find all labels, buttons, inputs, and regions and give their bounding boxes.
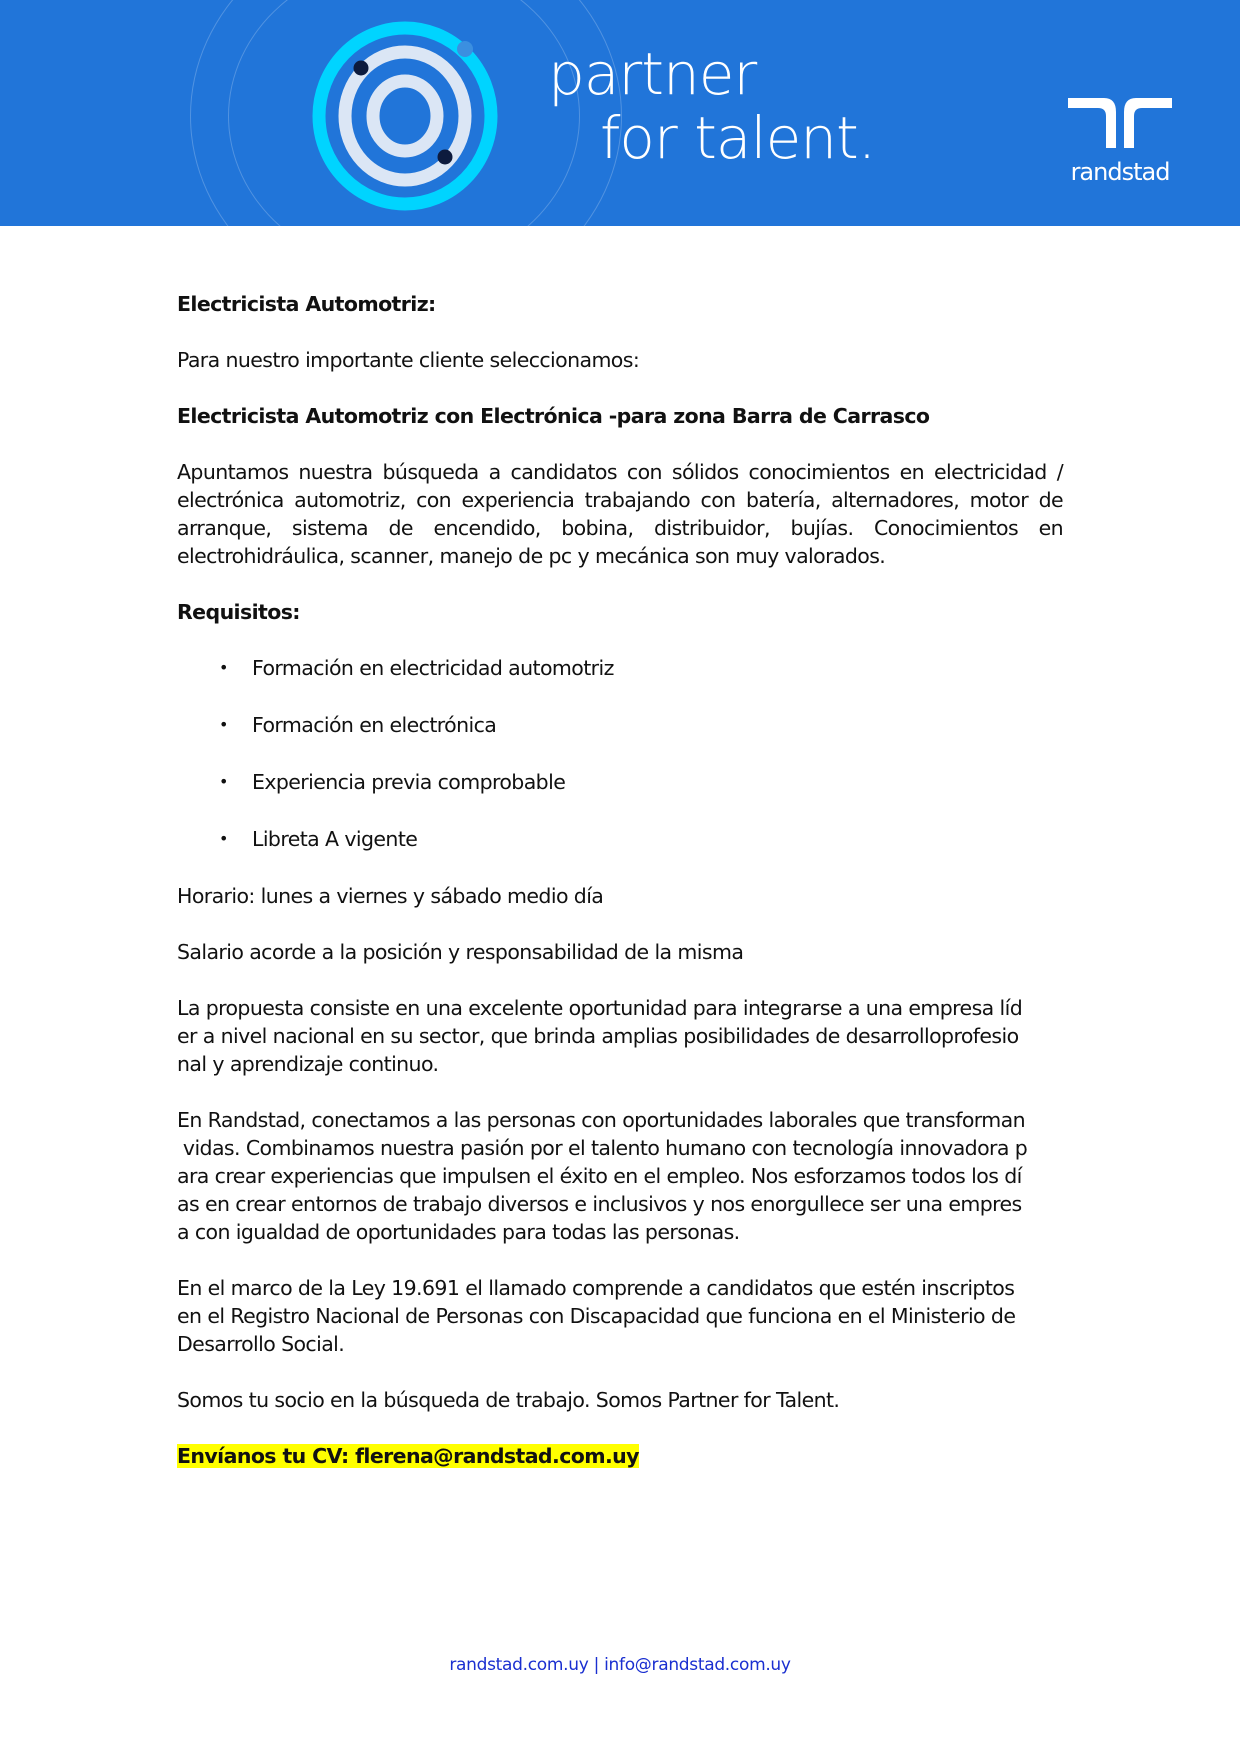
requirement-item: • Formación en electricidad automotriz <box>219 656 614 680</box>
tagline <box>548 42 875 170</box>
header-banner <box>0 0 1240 226</box>
requirement-item: • Experiencia previa comprobable <box>219 770 566 794</box>
requirements-heading: Requisitos: <box>177 600 300 624</box>
requirements-list <box>177 654 1063 882</box>
orbit-logo-icon <box>305 16 505 216</box>
requirement-item: • Libreta A vigente <box>219 827 418 851</box>
schedule-text: Horario: lunes a viernes y sábado medio día <box>177 884 604 908</box>
tagline-line-1: partner <box>548 40 757 108</box>
slogan-text: Somos tu socio en la búsqueda de trabajo. Somos Partner for Talent. <box>177 1388 840 1412</box>
about-paragraph: En Randstad, conectamos a las personas con oportunidades laborales que transforman vidas. Combinamos nuestra pasión por el talento humano con tecnología innovadora p ara crear experiencias que impulsen el éxito en el empleo. Nos esforzamos todos los dí as en crear entornos de trabajo diversos e inclusivos y nos enorgullece ser una empres a con igualdad de oportunidades para todas las personas. <box>177 1108 1028 1244</box>
bullet-icon: • <box>219 829 228 848</box>
tagline-line-2: for talent. <box>600 104 876 172</box>
salary-text: Salario acorde a la posición y responsabilidad de la misma <box>177 940 744 964</box>
law-paragraph: En el marco de la Ley 19.691 el llamado comprende a candidatos que estén inscriptos en el Registro Nacional de Personas con Discapacidad que funciona en el Ministerio de Desarrollo Social. <box>177 1276 1016 1356</box>
website-link[interactable]: randstad.com.uy <box>449 1655 589 1675</box>
bullet-icon: • <box>219 658 228 677</box>
requirement-item: • Formación en electrónica <box>219 713 497 737</box>
send-cv-email-link[interactable]: Envíanos tu CV: flerena@randstad.com.uy <box>177 1444 639 1468</box>
bullet-icon: • <box>219 772 228 791</box>
bullet-icon: • <box>219 715 228 734</box>
footer-separator: | <box>593 1655 600 1675</box>
position-title: Electricista Automotriz con Electrónica -para zona Barra de Carrasco <box>177 404 930 428</box>
brand-name: randstad <box>1070 158 1170 186</box>
job-posting <box>177 290 1063 1470</box>
randstad-mark-icon <box>1066 96 1174 148</box>
posting-title: Electricista Automotriz: <box>177 292 436 316</box>
page-footer <box>0 1655 1240 1675</box>
footer-email-link[interactable]: info@randstad.com.uy <box>604 1655 791 1675</box>
randstad-logo <box>1060 96 1180 186</box>
offer-paragraph: La propuesta consiste en una excelente oportunidad para integrarse a una empresa líd er a nivel nacional en su sector, que brinda amplias posibilidades de desarrolloprofesio nal y aprendizaje continuo. <box>177 996 1023 1076</box>
intro-text: Para nuestro importante cliente seleccionamos: <box>177 348 640 372</box>
description-paragraph: Apuntamos nuestra búsqueda a candidatos con sólidos conocimientos en electricidad / electrónica automotriz, con experiencia trabajando con batería, alternadores, motor de arranque, sistema de encendido, bobina, distribuidor, bujías. Conocimientos en electrohidráulica, scanner, manejo de pc y mecánica son muy valorados. <box>177 460 1063 568</box>
